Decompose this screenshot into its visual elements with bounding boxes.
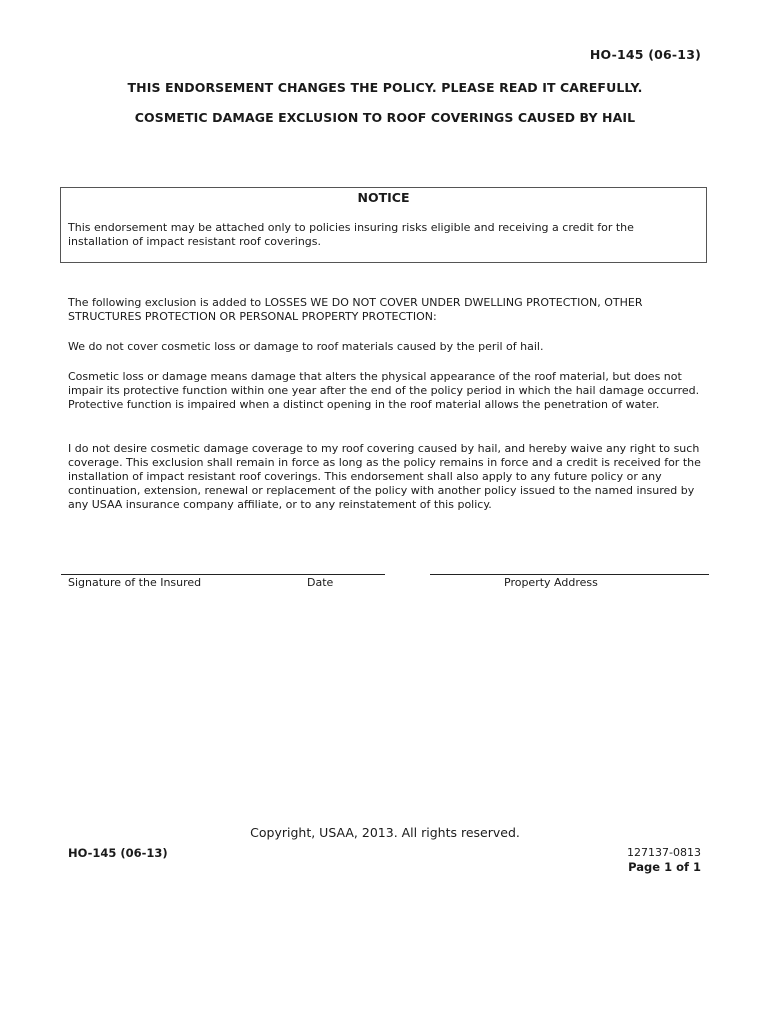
page-number: Page 1 of 1 xyxy=(628,860,701,874)
exclusion-statement-paragraph: We do not cover cosmetic loss or damage to roof materials caused by the peril of hail. xyxy=(68,340,544,353)
property-address-label: Property Address xyxy=(504,576,598,589)
exclusion-intro-paragraph: The following exclusion is added to LOSSES WE DO NOT COVER UNDER DWELLING PROTECTION, OTHER STRUCTURES PROTECTION OR PERSONAL PROPERTY PROTECTION: xyxy=(68,296,643,323)
form-id-footer: HO-145 (06-13) xyxy=(68,846,168,860)
endorsement-title: COSMETIC DAMAGE EXCLUSION TO ROOF COVERINGS CAUSED BY HAIL xyxy=(134,110,636,125)
date-label: Date xyxy=(307,576,334,589)
waiver-paragraph: I do not desire cosmetic damage coverage to my roof covering caused by hail, and hereby waive any right to such coverage. This exclusion shall remain in force as long as the policy remains in force and a credit is received for the installation of impact resistant roof coverings. This endorsement shall also apply to any future policy or any continuation, extension, renewal or replacement of the policy with another policy issued to the named insured by any USAA insurance company affiliate, or to any reinstatement of this policy. xyxy=(68,442,701,511)
form-id-header: HO-145 (06-13) xyxy=(589,47,701,62)
notice-title: NOTICE xyxy=(357,190,410,205)
signature-date-line[interactable] xyxy=(61,574,385,575)
cosmetic-damage-definition-paragraph: Cosmetic loss or damage means damage that alters the physical appearance of the roof material, but does not impair its protective function within one year after the end of the policy period in which the hail damage occurred. Protective function is impaired when a distinct opening in the roof material allows the penetration of water. xyxy=(68,370,700,411)
signature-label: Signature of the Insured xyxy=(68,576,202,589)
endorsement-warning-heading: THIS ENDORSEMENT CHANGES THE POLICY. PLEASE READ IT CAREFULLY. xyxy=(127,80,643,95)
document-number: 127137-0813 xyxy=(627,846,701,859)
notice-box xyxy=(60,187,707,263)
copyright-notice: Copyright, USAA, 2013. All rights reserved. xyxy=(250,825,520,840)
notice-text: This endorsement may be attached only to policies insuring risks eligible and receiving a credit for the installation of impact resistant roof coverings. xyxy=(68,221,634,248)
property-address-line[interactable] xyxy=(430,574,709,575)
